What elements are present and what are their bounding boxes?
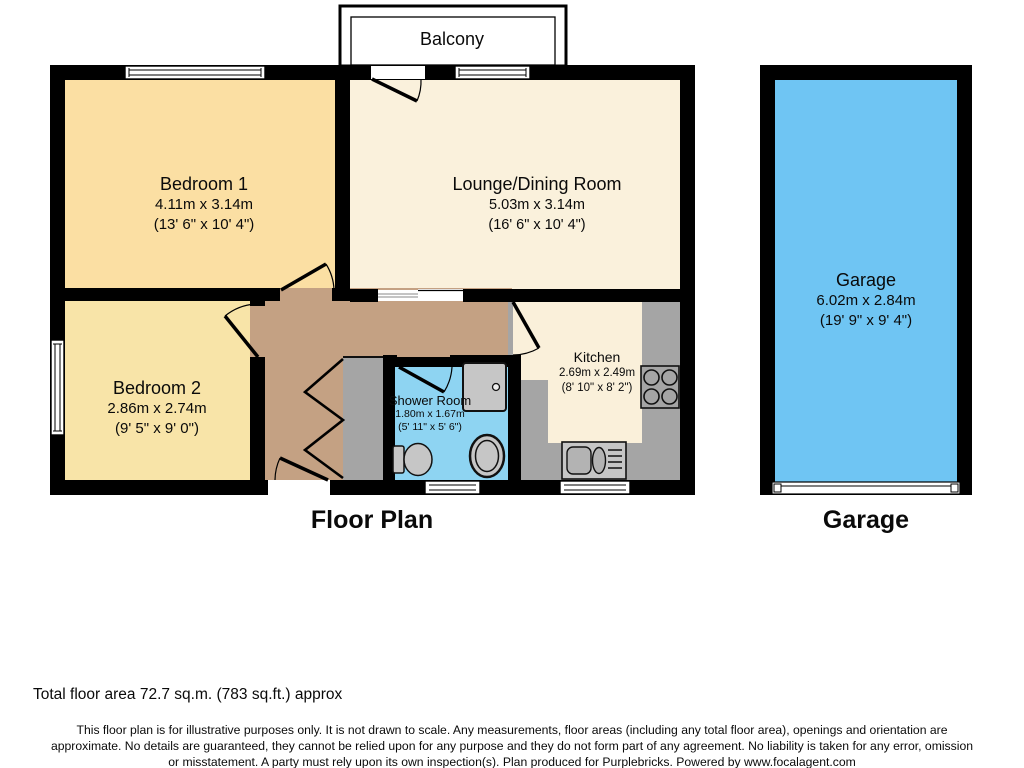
garage-door-icon — [772, 482, 960, 494]
bedroom2-label — [107, 378, 206, 439]
shower-window-icon — [425, 481, 480, 494]
room-dims-imperial: (19' 9" x 9' 4") — [819, 312, 913, 329]
total-floor-area-text: Total floor area 72.7 sq.m. (783 sq.ft.) approx — [33, 686, 343, 703]
room-dims-metric: 4.11m x 3.14m — [154, 196, 254, 213]
lounge-label — [452, 174, 621, 235]
shower-room-label — [389, 393, 471, 434]
room-dims-imperial: (9' 5" x 9' 0") — [115, 420, 199, 437]
room-name: Bedroom 1 — [159, 174, 249, 194]
disclaimer-text — [0, 722, 1024, 768]
sink-icon — [562, 442, 626, 479]
kitchen-label — [559, 349, 635, 396]
garage-title: Garage — [822, 506, 910, 534]
toilet-icon — [393, 444, 432, 476]
floor-plan-title: Floor Plan — [310, 506, 434, 534]
room-dims-imperial: (13' 6" x 10' 4") — [153, 216, 255, 233]
balcony-label: Balcony — [419, 29, 485, 49]
bedroom2-window-icon — [51, 340, 64, 435]
kitchen-window-icon — [560, 481, 630, 494]
room-dims-metric: 1.80m x 1.67m — [395, 408, 465, 420]
room-name: Kitchen — [573, 349, 621, 365]
room-dims-metric: 6.02m x 2.84m — [816, 292, 916, 309]
basin-icon — [470, 435, 504, 477]
disclaimer-line: approximate. No details are guaranteed, they cannot be relied upon for any purpose and they do not form part of any agreement. No liability is taken for any error, omission — [50, 739, 974, 753]
disclaimer-line: or misstatement. A party must rely upon its own inspection(s). Plan produced for Purplebricks. Powered by www.focalagent.com — [168, 755, 856, 768]
garage-label — [816, 270, 915, 331]
room-dims-imperial: (8' 10" x 8' 2") — [561, 382, 633, 394]
room-name: Bedroom 2 — [112, 378, 202, 398]
lounge-window-icon — [455, 66, 530, 79]
room-name: Lounge/Dining Room — [452, 174, 622, 194]
room-dims-imperial: (16' 6" x 10' 4") — [488, 217, 586, 233]
hob-icon — [641, 366, 679, 408]
room-name: Shower Room — [388, 393, 472, 408]
bedroom1-label — [154, 174, 255, 235]
room-dims-metric: 5.03m x 3.14m — [489, 197, 585, 213]
room-name: Garage — [835, 270, 897, 290]
room-dims-metric: 2.69m x 2.49m — [558, 367, 636, 379]
wall-openings — [378, 289, 463, 301]
room-dims-imperial: (5' 11" x 5' 6") — [398, 421, 462, 433]
bedroom1-window-icon — [125, 66, 265, 79]
room-dims-metric: 2.86m x 2.74m — [107, 400, 207, 417]
disclaimer-line: This floor plan is for illustrative purposes only. It is not drawn to scale. Any measurements, floor areas (including any total floor area), openings and orientation are — [76, 723, 948, 737]
